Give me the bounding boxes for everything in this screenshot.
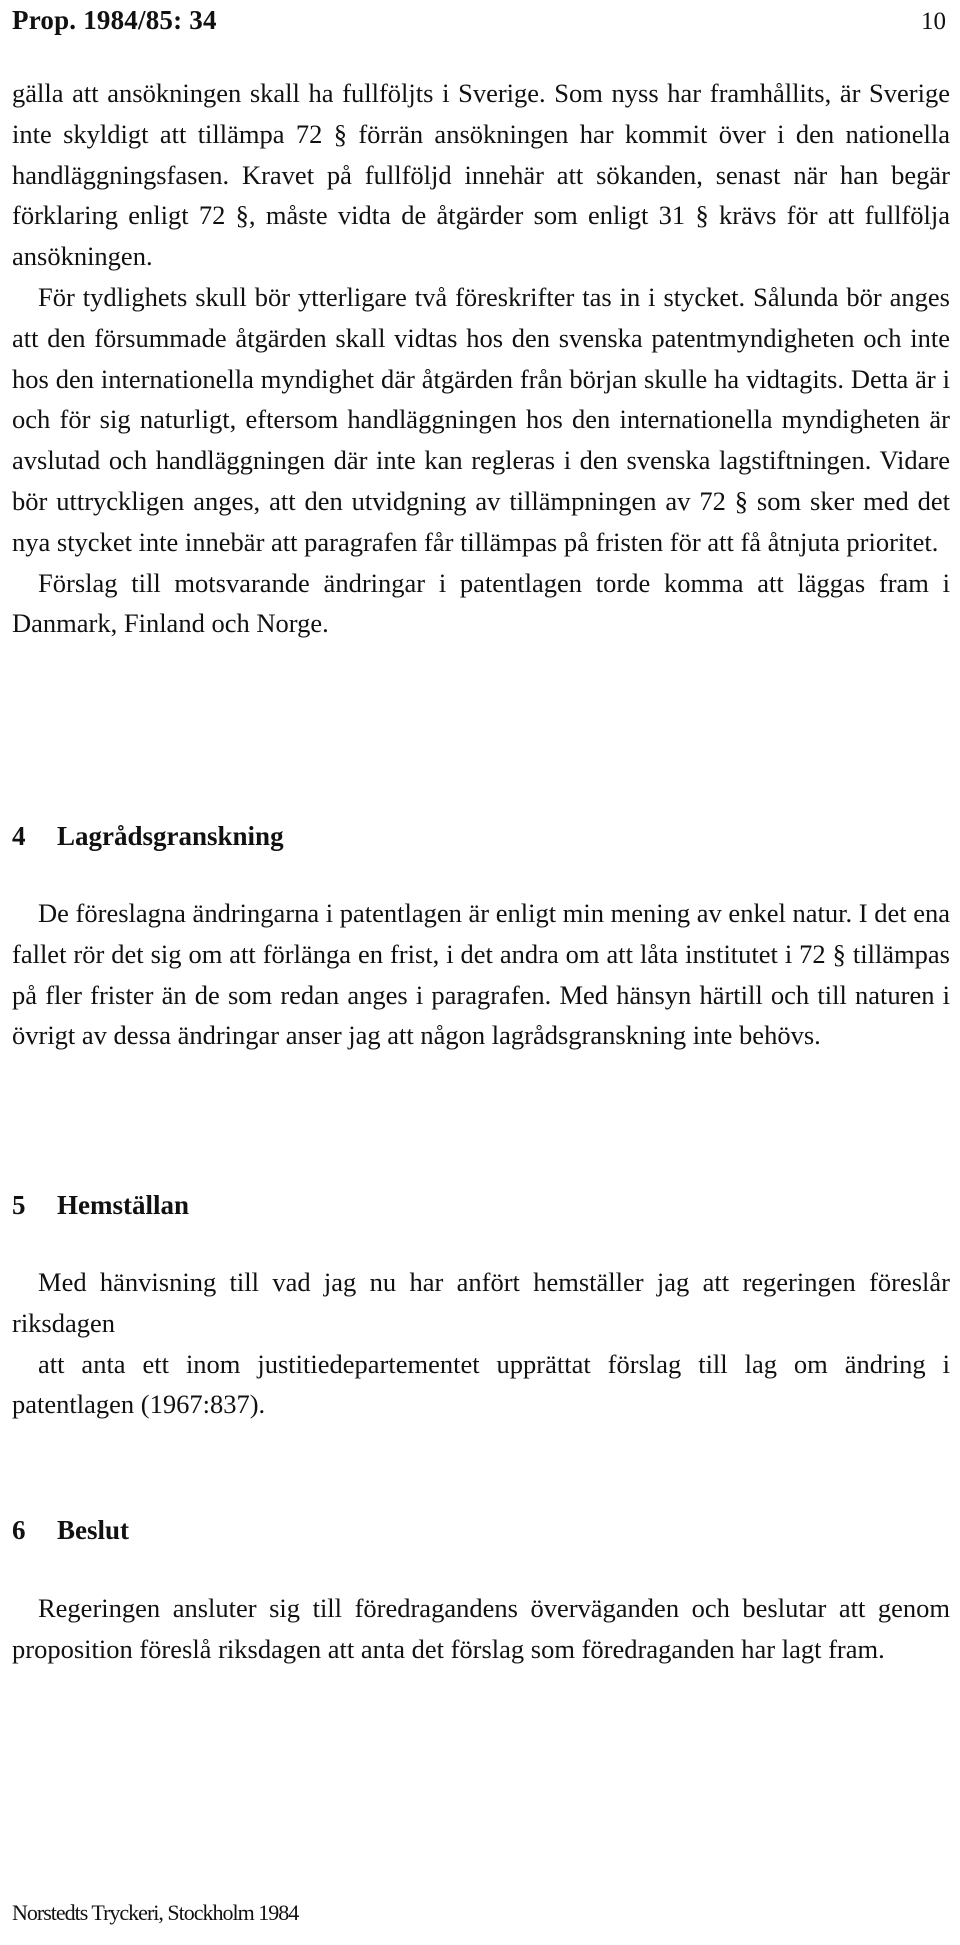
- section-title: Hemställan: [57, 1190, 189, 1220]
- section-number: 5: [12, 1190, 26, 1220]
- section-title: Beslut: [57, 1515, 130, 1545]
- paragraph: att anta ett inom justitiedepartementet upprättat förslag till lag om ändring i patentlagen (1967:837).: [12, 1348, 950, 1420]
- section-title: Lagrådsgranskning: [57, 821, 284, 851]
- section-text-hemstallan: [12, 1262, 950, 1425]
- page-number: 10: [921, 8, 946, 35]
- paragraph: Regeringen ansluter sig till föredragandens överväganden och beslutar att genom proposition föreslå riksdagen att anta det förslag som föredraganden har lagt fram.: [12, 1593, 950, 1664]
- section-number: 6: [12, 1515, 26, 1545]
- section-text-lagradsgranskning: [12, 893, 950, 1056]
- paragraph: För tydlighets skull bör ytterligare två föreskrifter tas in i stycket. Sålunda bör anges att den försummade åtgärden skall vidtas hos den svenska patentmyndigheten och inte hos den internationella myndighet där åtgärden från början skulle ha vidtagits. Detta är i och för sig naturligt, eftersom handläggningen hos den internationella myndigheten är avslutad och handläggningen där inte kan regleras i den svenska lagstiftningen. Vidare bör uttryckligen anges, att den utvidgning av tillämpningen av 72 § som sker med det nya stycket inte innebär att paragrafen får tillämpas på fristen för att få åtnjuta prioritet.: [12, 281, 950, 557]
- page-header: [12, 2, 946, 42]
- paragraph: Med hänvisning till vad jag nu har anfört hemställer jag att regeringen föreslår riksdagen: [12, 1267, 950, 1338]
- section-heading-hemstallan: [12, 1187, 189, 1223]
- paragraph: De föreslagna ändringarna i patentlagen är enligt min mening av enkel natur. I det ena fallet rör det sig om att förlänga en frist, i det andra om att låta institutet i 72 § tillämpas på fler frister än de som redan anges i paragrafen. Med hänsyn härtill och till naturen i övrigt av dessa ändringar anser jag att någon lagrådsgranskning inte behövs.: [12, 898, 950, 1051]
- printer-footer: Norstedts Tryckeri, Stockholm 1984: [12, 1900, 299, 1925]
- section-heading-beslut: [12, 1512, 129, 1548]
- proposition-reference: Prop. 1984/85: 34: [12, 5, 217, 35]
- intro-text-block: [12, 73, 950, 644]
- section-text-beslut: [12, 1588, 950, 1670]
- section-heading-lagradsgranskning: [12, 818, 284, 854]
- paragraph: gälla att ansökningen skall ha fullföljts i Sverige. Som nyss har framhållits, är Sverige inte skyldigt att tillämpa 72 § förrän ansökningen har kommit över i den nationella handläggningsfasen. Kravet på fullföljd innehär att sökanden, senast när han begär förklaring enligt 72 §, måste vidta de åtgärder som enligt 31 § krävs för att fullfölja ansökningen.: [12, 78, 950, 272]
- section-number: 4: [12, 821, 26, 851]
- paragraph: Förslag till motsvarande ändringar i patentlagen torde komma att läggas fram i Danmark, Finland och Norge.: [12, 567, 950, 639]
